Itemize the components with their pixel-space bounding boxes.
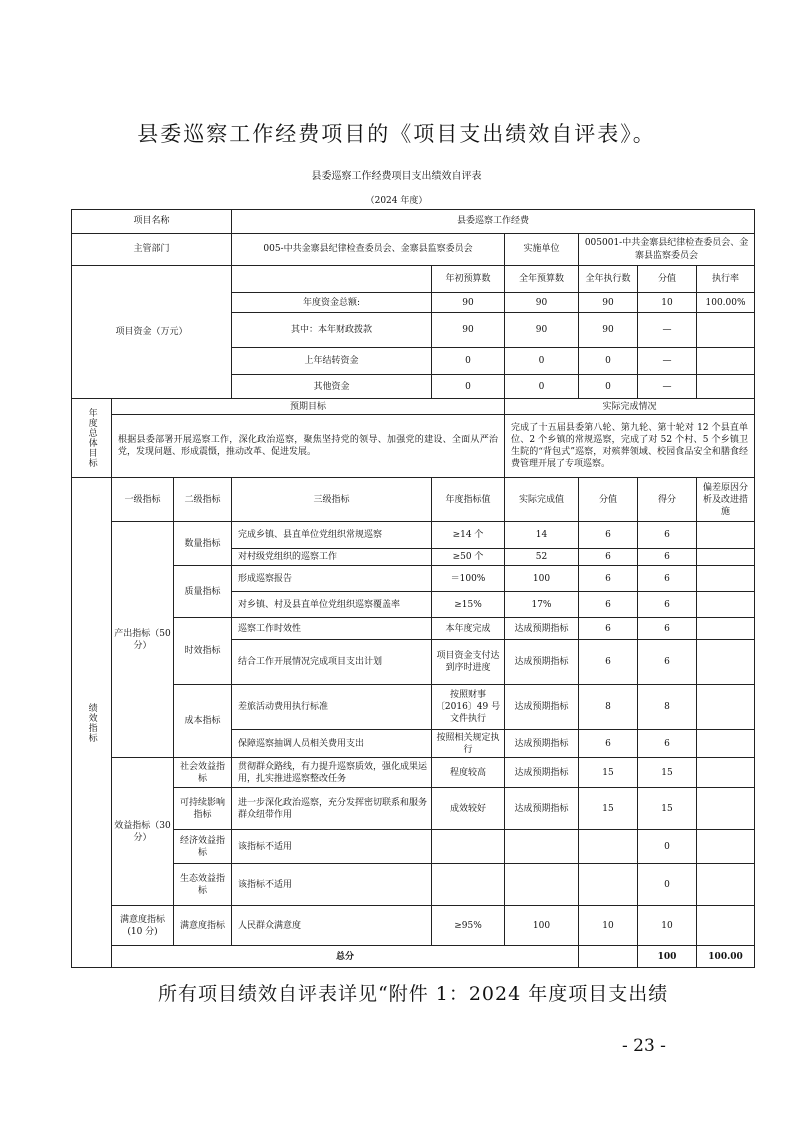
target-value	[432, 830, 505, 864]
l3-indicator: 对村级党组织的巡察工作	[232, 549, 432, 566]
l3-indicator: 人民群众满意度	[232, 906, 432, 946]
deviation	[697, 906, 755, 946]
perf-row	[72, 864, 755, 906]
l1-satisfaction: 满意度指标(10 分)	[112, 906, 174, 946]
table-title: 县委巡察工作经费项目支出绩效自评表	[311, 171, 482, 182]
page-number: - 23 -	[622, 1036, 666, 1056]
actual-value: 52	[505, 549, 579, 566]
actual-value: 达成预期指标	[505, 730, 579, 758]
actual-completion-header: 实际完成情况	[505, 399, 755, 415]
deviation	[697, 864, 755, 906]
score: 6	[579, 640, 638, 685]
got: 6	[638, 640, 697, 685]
l3-indicator: 该指标不适用	[232, 864, 432, 906]
target-value: ＝100%	[432, 566, 505, 592]
perf-header: 二级指标	[174, 478, 232, 522]
goals-label: 年度总体目标	[72, 399, 112, 478]
score: 15	[579, 788, 638, 830]
l2-social: 社会效益指标	[174, 758, 232, 788]
target-value: 程度较高	[432, 758, 505, 788]
got: 15	[638, 758, 697, 788]
perf-row	[72, 522, 755, 549]
performance-evaluation-table	[71, 209, 755, 968]
perf-header: 分值	[579, 478, 638, 522]
target-value: 成效较好	[432, 788, 505, 830]
page-heading: 县委巡察工作经费项目的《项目支出绩效自评表》。	[137, 122, 656, 146]
target-value: 项目资金支付达到序时进度	[432, 640, 505, 685]
l3-indicator: 对乡镇、村及县直单位党组织巡察覆盖率	[232, 592, 432, 618]
l2-satisfaction: 满意度指标	[174, 906, 232, 946]
score: 6	[579, 549, 638, 566]
expected-goal-header: 预期目标	[112, 399, 505, 415]
funds-cell: 90	[505, 293, 579, 313]
score	[579, 864, 638, 906]
dept-value: 005-中共金寨县纪律检查委员会、金寨县监察委员会	[232, 234, 505, 266]
dept-label: 主管部门	[72, 234, 232, 266]
funds-cell: 90	[432, 313, 505, 348]
funds-cell: 0	[505, 375, 579, 399]
l3-indicator: 完成乡镇、县直单位党组织常规巡察	[232, 522, 432, 549]
actual-completion-text: 完成了十五届县委第八轮、第九轮、第十轮对 12 个县直单位、2 个乡镇的常规巡察，完成了对 52 个村、5 个乡镇卫生院的“背包式”巡察，对殡葬领域、校园食品安全和膳食经费管理开展了专项巡察。	[505, 415, 755, 478]
total-label: 总分	[112, 946, 579, 968]
deviation	[697, 730, 755, 758]
perf-row	[72, 685, 755, 730]
funds-cell: 0	[505, 348, 579, 375]
l3-indicator: 保障巡察抽调人员相关费用支出	[232, 730, 432, 758]
funds-row-label: 其中：本年财政拨款	[232, 313, 432, 348]
funds-cell: 10	[638, 293, 697, 313]
perf-row	[72, 788, 755, 830]
perf-row	[72, 830, 755, 864]
funds-cell: 0	[432, 348, 505, 375]
score: 6	[579, 522, 638, 549]
funds-header: 分值	[638, 266, 697, 293]
got: 6	[638, 566, 697, 592]
funds-row-label: 上年结转资金	[232, 348, 432, 375]
l2-ecological: 生态效益指标	[174, 864, 232, 906]
funds-row-label: 年度资金总额:	[232, 293, 432, 313]
deviation	[697, 522, 755, 549]
deviation	[697, 618, 755, 640]
funds-cell: —	[638, 375, 697, 399]
score: 6	[579, 592, 638, 618]
funds-cell	[697, 375, 755, 399]
deviation	[697, 549, 755, 566]
score: 6	[579, 566, 638, 592]
actual-value: 达成预期指标	[505, 618, 579, 640]
deviation	[697, 685, 755, 730]
score: 15	[579, 758, 638, 788]
funds-cell: 90	[579, 293, 638, 313]
funds-cell: —	[638, 348, 697, 375]
funds-row-label: 其他资金	[232, 375, 432, 399]
score	[579, 830, 638, 864]
l2-quantity: 数量指标	[174, 522, 232, 566]
table-year: （2024 年度）	[365, 196, 428, 206]
score: 6	[579, 618, 638, 640]
project-name-label: 项目名称	[72, 210, 232, 234]
score: 10	[579, 906, 638, 946]
l3-indicator: 差旅活动费用执行标准	[232, 685, 432, 730]
l3-indicator: 该指标不适用	[232, 830, 432, 864]
got: 6	[638, 522, 697, 549]
perf-label: 绩效指标	[72, 478, 112, 968]
impl-label: 实施单位	[505, 234, 579, 266]
target-value: 按照财事〔2016〕49 号文件执行	[432, 685, 505, 730]
actual-value: 100	[505, 906, 579, 946]
target-value: ≥95%	[432, 906, 505, 946]
funds-header: 执行率	[697, 266, 755, 293]
l2-cost: 成本指标	[174, 685, 232, 758]
target-value: ≥15%	[432, 592, 505, 618]
perf-header: 年度指标值	[432, 478, 505, 522]
actual-value	[505, 864, 579, 906]
target-value: ≥50 个	[432, 549, 505, 566]
actual-value: 14	[505, 522, 579, 549]
impl-value: 005001-中共金寨县纪律检查委员会、金寨县监察委员会	[579, 234, 755, 266]
deviation	[697, 758, 755, 788]
funds-cell: 0	[579, 375, 638, 399]
funds-cell: 90	[432, 293, 505, 313]
funds-header: 年初预算数	[432, 266, 505, 293]
funds-cell: 90	[505, 313, 579, 348]
actual-value: 100	[505, 566, 579, 592]
target-value	[432, 864, 505, 906]
total-got: 100.00	[697, 946, 755, 968]
funds-cell: 0	[579, 348, 638, 375]
got: 6	[638, 730, 697, 758]
target-value: 本年度完成	[432, 618, 505, 640]
expected-goal-text: 根据县委部署开展巡察工作，深化政治巡察，聚焦坚持党的领导、加强党的建设、全面从严治党，发现问题、形成震慑，推动改革、促进发展。	[112, 415, 505, 478]
score: 6	[579, 730, 638, 758]
l3-indicator: 贯彻群众路线，有力提升巡察质效，强化成果运用，扎实推进巡察整改任务	[232, 758, 432, 788]
target-value: 按照相关规定执行	[432, 730, 505, 758]
funds-label: 项目资金（万元）	[72, 266, 232, 399]
got: 0	[638, 864, 697, 906]
got: 10	[638, 906, 697, 946]
l3-indicator: 形成巡察报告	[232, 566, 432, 592]
perf-header: 实际完成值	[505, 478, 579, 522]
perf-row	[72, 618, 755, 640]
total-row	[72, 946, 755, 968]
l2-economic: 经济效益指标	[174, 830, 232, 864]
deviation	[697, 830, 755, 864]
perf-header: 得分	[638, 478, 697, 522]
funds-header: 全年预算数	[505, 266, 579, 293]
funds-cell	[697, 313, 755, 348]
l2-sustainable: 可持续影响指标	[174, 788, 232, 830]
funds-cell: 100.00%	[697, 293, 755, 313]
got: 8	[638, 685, 697, 730]
perf-row	[72, 758, 755, 788]
score: 8	[579, 685, 638, 730]
l1-output: 产出指标（50 分）	[112, 522, 174, 758]
got: 15	[638, 788, 697, 830]
actual-value: 17%	[505, 592, 579, 618]
funds-cell: 90	[579, 313, 638, 348]
got: 6	[638, 592, 697, 618]
deviation	[697, 592, 755, 618]
total-blank	[579, 946, 638, 968]
target-value: ≥14 个	[432, 522, 505, 549]
actual-value: 达成预期指标	[505, 640, 579, 685]
total-score: 100	[638, 946, 697, 968]
funds-header-blank	[232, 266, 432, 293]
l2-timeliness: 时效指标	[174, 618, 232, 685]
footer-text: 所有项目绩效自评表详见“附件 1：2024 年度项目支出绩	[158, 983, 669, 1005]
actual-value	[505, 830, 579, 864]
l3-indicator: 进一步深化政治巡察，充分发挥密切联系和服务群众纽带作用	[232, 788, 432, 830]
funds-header: 全年执行数	[579, 266, 638, 293]
l3-indicator: 结合工作开展情况完成项目支出计划	[232, 640, 432, 685]
perf-header: 偏差原因分析及改进措施	[697, 478, 755, 522]
l1-benefit: 效益指标（30 分）	[112, 758, 174, 906]
funds-cell: —	[638, 313, 697, 348]
perf-header: 一级指标	[112, 478, 174, 522]
got: 6	[638, 618, 697, 640]
got: 0	[638, 830, 697, 864]
deviation	[697, 566, 755, 592]
funds-cell: 0	[432, 375, 505, 399]
funds-cell	[697, 348, 755, 375]
actual-value: 达成预期指标	[505, 788, 579, 830]
project-name-value: 县委巡察工作经费	[232, 210, 755, 234]
perf-row	[72, 566, 755, 592]
l2-quality: 质量指标	[174, 566, 232, 618]
l3-indicator: 巡察工作时效性	[232, 618, 432, 640]
got: 6	[638, 549, 697, 566]
deviation	[697, 788, 755, 830]
actual-value: 达成预期指标	[505, 685, 579, 730]
deviation	[697, 640, 755, 685]
perf-row	[72, 906, 755, 946]
actual-value: 达成预期指标	[505, 758, 579, 788]
perf-header: 三级指标	[232, 478, 432, 522]
